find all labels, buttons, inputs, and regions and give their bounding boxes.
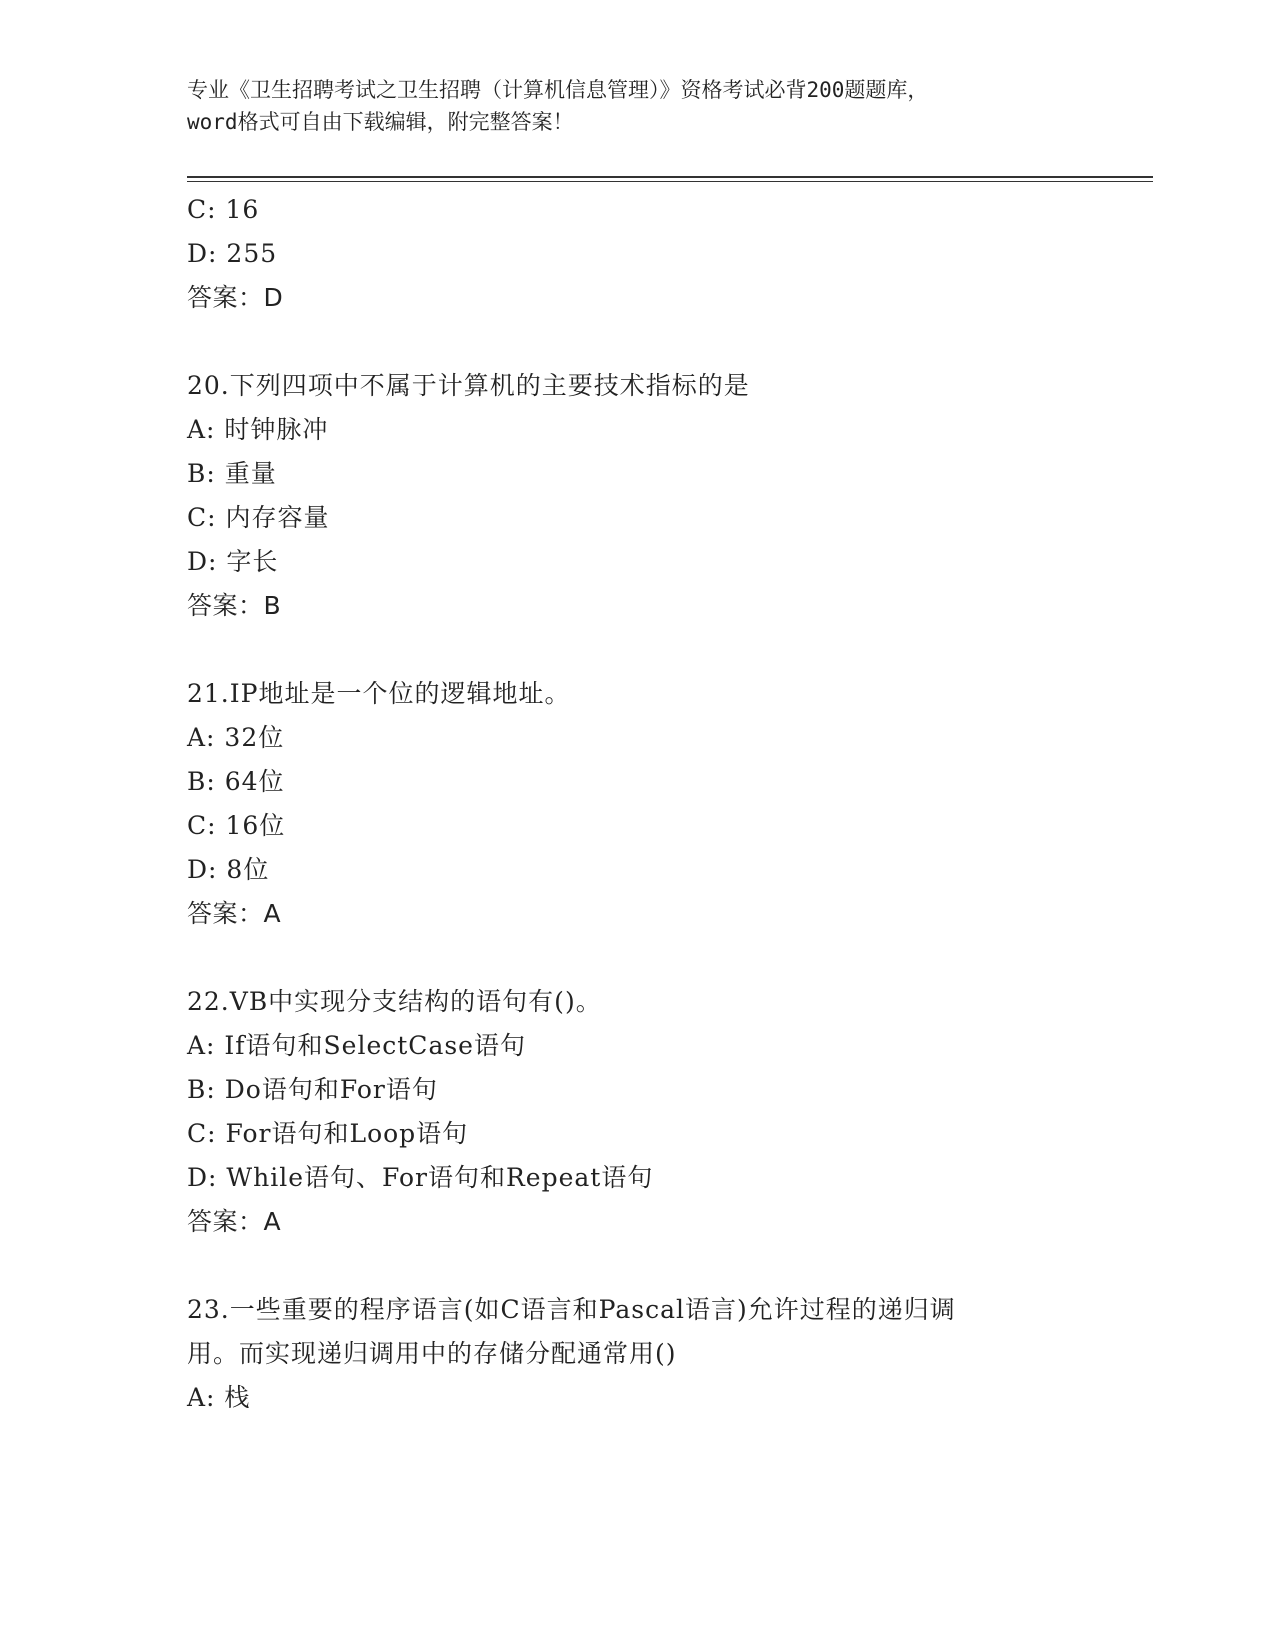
question-line: B: 64位 xyxy=(187,767,285,796)
question-line: A: If语句和SelectCase语句 xyxy=(187,1031,526,1060)
header-line-2: word格式可自由下载编辑，附完整答案！ xyxy=(187,110,574,134)
header-rule-thick xyxy=(187,176,1153,178)
header-line-1: 专业《卫生招聘考试之卫生招聘（计算机信息管理）》资格考试必背200题题库， xyxy=(187,78,929,102)
question-line: B: Do语句和For语句 xyxy=(187,1075,438,1104)
question-line: 23.一些重要的程序语言(如C语言和Pascal语言)允许过程的递归调 xyxy=(187,1295,956,1324)
question-line: D: 255 xyxy=(187,239,278,268)
question-line: A: 时钟脉冲 xyxy=(187,415,329,444)
question-line: D: While语句、For语句和Repeat语句 xyxy=(187,1163,654,1192)
question-line: D: 字长 xyxy=(187,547,279,576)
answer-line: 答案：D xyxy=(187,283,284,312)
question-line: C: For语句和Loop语句 xyxy=(187,1119,469,1148)
answer-line: 答案：A xyxy=(187,899,282,928)
question-line: C: 16 xyxy=(187,195,260,224)
question-line: C: 16位 xyxy=(187,811,286,840)
question-line: B: 重量 xyxy=(187,459,277,488)
document-header xyxy=(187,74,1087,138)
answer-line: 答案：A xyxy=(187,1207,282,1236)
question-line: 20.下列四项中不属于计算机的主要技术指标的是 xyxy=(187,371,750,400)
question-line: C: 内存容量 xyxy=(187,503,330,532)
question-line: 用。而实现递归调用中的存储分配通常用() xyxy=(187,1339,677,1368)
question-line: A: 栈 xyxy=(187,1383,251,1412)
header-rule-thin xyxy=(187,181,1153,182)
question-line: D: 8位 xyxy=(187,855,270,884)
question-line: A: 32位 xyxy=(187,723,285,752)
question-line: 22.VB中实现分支结构的语句有()。 xyxy=(187,987,602,1016)
question-line: 21.IP地址是一个位的逻辑地址。 xyxy=(187,679,571,708)
answer-line: 答案：B xyxy=(187,591,282,620)
